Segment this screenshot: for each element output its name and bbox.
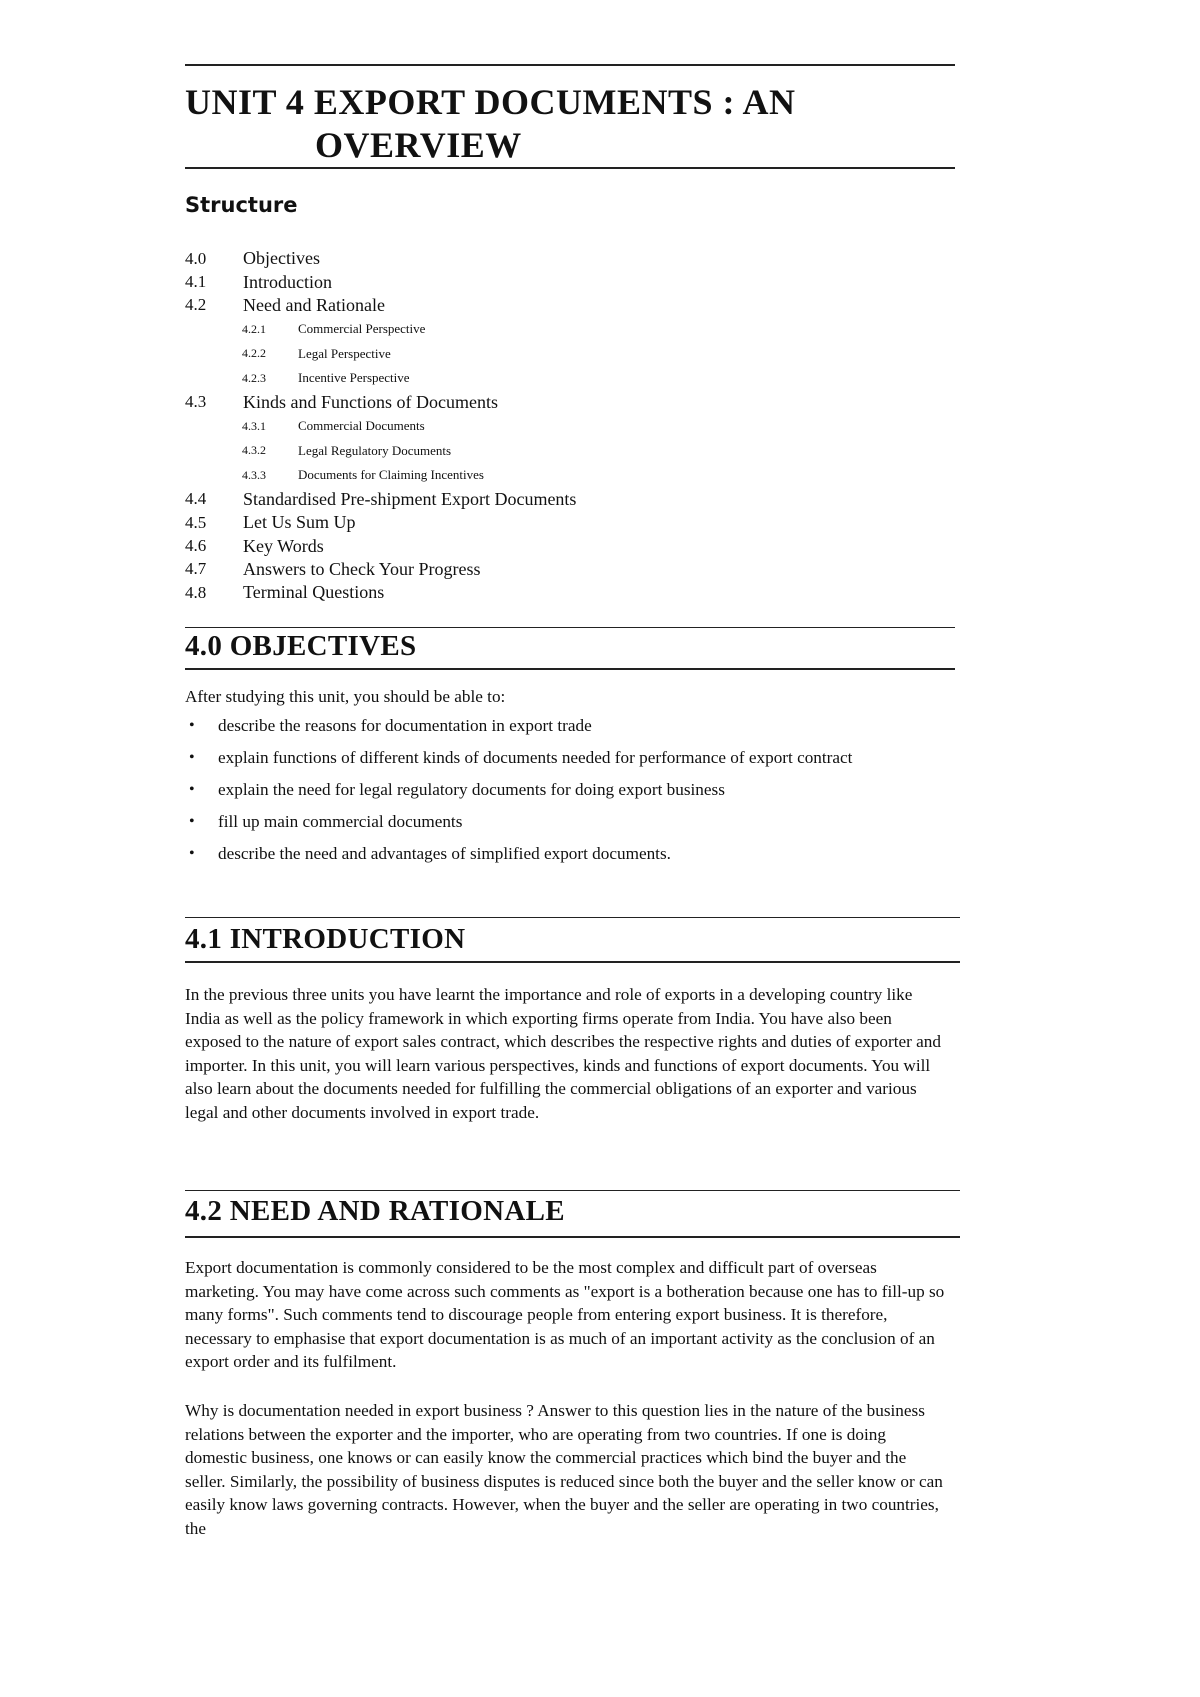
- toc-item-number: 4.2: [185, 295, 207, 315]
- toc-item-number: 4.4: [185, 489, 207, 509]
- need-rationale-bottom-rule: [185, 1236, 960, 1238]
- title-top-rule: [185, 64, 955, 66]
- objective-bullet-item: [185, 776, 965, 803]
- toc-item-number: 4.2.3: [242, 370, 266, 385]
- introduction-top-rule: [185, 917, 960, 918]
- need-rationale-paragraph-2: Why is documentation needed in export business ? Answer to this question lies in the nature of the business relations between the exporter and the importer, who are operating from two countries. If one is doing domestic business, one knows or can easily know the commercial practices which bind the buyer and the seller. Similarly, the possibility of business disputes is reduced since both the buyer and the seller know or can easily know laws governing contracts. However, when the buyer and the seller are operating in two countries, the: [185, 1401, 943, 1538]
- toc-item: [185, 270, 985, 293]
- unit-title-line1: UNIT 4 EXPORT DOCUMENTS : AN: [185, 82, 796, 122]
- toc-item-label: Terminal Questions: [243, 582, 385, 603]
- objectives-bottom-rule: [185, 668, 955, 670]
- bullet-dot-icon: •: [189, 717, 195, 734]
- toc-item-label: Let Us Sum Up: [243, 512, 356, 533]
- toc-item-label: Need and Rationale: [243, 294, 385, 315]
- need-rationale-heading: 4.2 NEED AND RATIONALE: [185, 1195, 565, 1227]
- toc-subitem: [185, 342, 985, 367]
- toc-item-label: Key Words: [243, 535, 324, 556]
- table-of-contents: [185, 247, 985, 605]
- toc-item-number: 4.3.1: [242, 418, 266, 433]
- bullet-dot-icon: •: [189, 749, 195, 766]
- objectives-heading: 4.0 OBJECTIVES: [185, 630, 417, 662]
- toc-subitem: [185, 317, 985, 342]
- toc-item-number: 4.3: [185, 392, 207, 412]
- toc-item-label: Legal Regulatory Documents: [298, 442, 452, 458]
- toc-item: [185, 511, 985, 534]
- objectives-bullet-list: [185, 712, 965, 872]
- toc-item: [185, 247, 985, 270]
- objective-bullet-item: [185, 840, 965, 867]
- toc-item-label: Commercial Documents: [298, 418, 425, 434]
- objective-bullet-text: fill up main commercial documents: [218, 812, 463, 831]
- bullet-dot-icon: •: [189, 845, 195, 862]
- bullet-dot-icon: •: [189, 781, 195, 798]
- toc-subitem: [185, 463, 985, 488]
- objective-bullet-text: describe the need and advantages of simplified export documents.: [218, 844, 671, 863]
- structure-heading: Structure: [185, 193, 298, 217]
- toc-item-number: 4.2.2: [242, 346, 266, 361]
- toc-subitem: [185, 414, 985, 439]
- toc-item-number: 4.2.1: [242, 321, 266, 336]
- toc-item-number: 4.7: [185, 559, 207, 579]
- bullet-dot-icon: •: [189, 813, 195, 830]
- toc-item-number: 4.3.2: [242, 443, 266, 458]
- toc-subitem: [185, 366, 985, 391]
- introduction-paragraph: In the previous three units you have learnt the importance and role of exports in a developing country like India as well as the policy framework in which exporting firms operate from India. You have also been exposed to the nature of export sales contract, which describes the respective rights and duties of exporter and importer. In this unit, you will learn various perspectives, kinds and functions of export documents. You will also learn about the documents needed for fulfilling the commercial obligations of an exporter and various legal and other documents involved in export trade.: [185, 985, 941, 1122]
- toc-subitem: [185, 439, 985, 464]
- toc-item-number: 4.3.3: [242, 467, 266, 482]
- toc-item-number: 4.1: [185, 272, 207, 292]
- toc-item-label: Standardised Pre-shipment Export Documents: [243, 488, 577, 509]
- toc-item-label: Commercial Perspective: [298, 321, 426, 337]
- objective-bullet-item: [185, 712, 965, 739]
- toc-item: [185, 391, 985, 414]
- toc-item-number: 4.5: [185, 512, 207, 532]
- objective-bullet-text: explain the need for legal regulatory documents for doing export business: [218, 780, 725, 799]
- toc-item-number: 4.6: [185, 536, 207, 556]
- introduction-heading: 4.1 INTRODUCTION: [185, 923, 466, 955]
- toc-item: [185, 294, 985, 317]
- toc-item-label: Documents for Claiming Incentives: [298, 467, 484, 483]
- toc-item: [185, 534, 985, 557]
- toc-item-number: 4.8: [185, 582, 207, 602]
- toc-item-number: 4.0: [185, 248, 207, 268]
- objectives-top-rule: [185, 627, 955, 628]
- objective-bullet-text: describe the reasons for documentation in export trade: [218, 716, 592, 735]
- objectives-intro: After studying this unit, you should be able to:: [185, 687, 506, 706]
- need-rationale-paragraph-1: Export documentation is commonly considered to be the most complex and difficult part of overseas marketing. You may have come across such comments as "export is a botheration because one has to fill-up so many forms". Such comments tend to discourage people from entering export business. It is therefore, necessary to emphasise that export documentation is as much of an important activity as the conclusion of an export order and its fulfilment.: [185, 1258, 945, 1372]
- title-bottom-rule: [185, 167, 955, 169]
- introduction-bottom-rule: [185, 961, 960, 963]
- objective-bullet-item: [185, 744, 965, 771]
- toc-item-label: Objectives: [243, 248, 320, 269]
- toc-item-label: Answers to Check Your Progress: [243, 558, 481, 579]
- toc-item: [185, 488, 985, 511]
- toc-item-label: Legal Perspective: [298, 345, 391, 361]
- toc-item-label: Incentive Perspective: [298, 370, 410, 386]
- objective-bullet-item: [185, 808, 965, 835]
- toc-item: [185, 558, 985, 581]
- toc-item-label: Introduction: [243, 271, 332, 292]
- toc-item: [185, 581, 985, 604]
- unit-title-line2: OVERVIEW: [315, 125, 522, 165]
- objective-bullet-text: explain functions of different kinds of documents needed for performance of export contract: [218, 748, 853, 767]
- toc-item-label: Kinds and Functions of Documents: [243, 391, 498, 412]
- need-rationale-top-rule: [185, 1190, 960, 1191]
